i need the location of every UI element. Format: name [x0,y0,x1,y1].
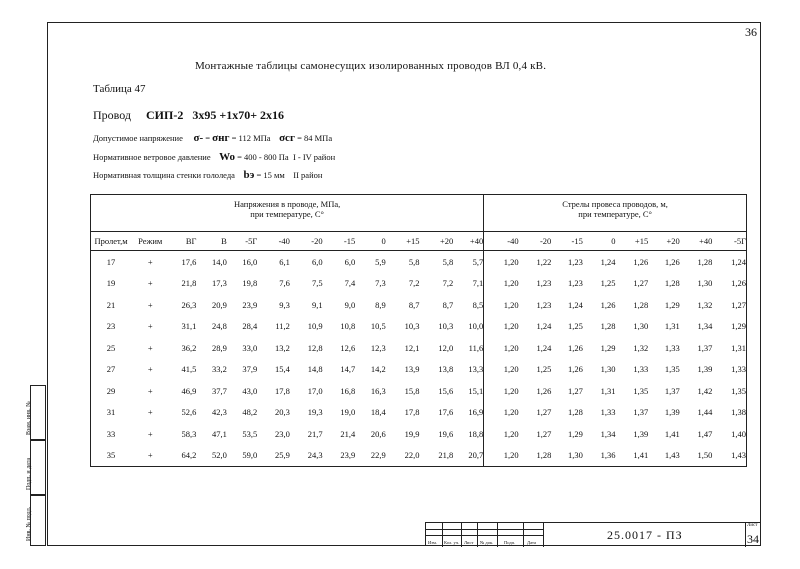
table-cell: 1,24 [536,342,552,353]
table-cell: 1,26 [664,256,680,267]
table-cell: + [147,342,153,353]
table-cell: + [131,445,169,467]
table-cell: 19,9 [404,428,420,439]
sag-group-header: Стрелы провеса проводов, м, при температуре, С° [484,195,747,232]
table-cell: 14,7 [340,364,356,375]
table-cell: 52,6 [181,407,197,418]
column-header: +15 [386,232,420,251]
side-label-inventory: Инв. № подл. [30,495,46,546]
table-cell: 1,33 [664,342,680,353]
table-cell: 17,3 [211,278,227,289]
column-header: +20 [419,232,453,251]
table-cell: 48,2 [242,407,258,418]
table-cell: 8,5 [472,299,484,310]
table-cell: 12,0 [438,342,454,353]
table-cell: 1,31 [664,321,680,332]
column-header: 0 [583,232,616,251]
table-row [91,316,747,338]
table-cell: 26,3 [181,299,197,310]
table-cell: 21,8 [181,278,197,289]
table-cell: 1,30 [600,364,616,375]
table-cell: 1,28 [633,299,649,310]
document-title: Монтажные таблицы самонесущих изолированных проводов ВЛ 0,4 кВ. [195,60,547,72]
param-wind: Нормативное ветровое давление Wo = 400 - 800 Па I - IV район [93,151,336,163]
table-cell: 1,29 [567,428,583,439]
stress-group-header: Напряжения в проводе, МПа, при температуре, С° [91,195,484,232]
table-row [91,402,747,424]
column-header-row [91,232,747,251]
table-cell: 1,35 [712,380,746,402]
table-cell: 8,9 [375,299,386,310]
table-cell: 25 [91,337,132,359]
table-cell: 6,0 [344,256,356,267]
table-cell: 23,0 [275,428,290,439]
table-cell: 1,39 [664,407,680,418]
column-header: +40 [453,232,483,251]
table-cell: 10,0 [468,321,484,332]
table-cell: 1,28 [600,321,616,332]
table-cell: 1,29 [664,299,680,310]
table-cell: 21,8 [419,445,453,467]
table-cell: 1,33 [600,407,616,418]
column-header: ВГ [169,232,196,251]
table-cell: 1,26 [567,342,583,353]
table-cell: + [147,407,153,418]
table-cell: 11,2 [275,321,290,332]
table-cell: 1,20 [484,251,519,273]
column-header: -40 [257,232,290,251]
sheet-label: Лист [747,523,758,528]
title-block [425,522,761,546]
table-cell: 1,32 [633,342,649,353]
table-cell: 1,42 [697,385,713,396]
table-cell: 12,3 [370,342,386,353]
table-cell: 1,28 [697,256,713,267]
table-cell: 1,37 [697,342,713,353]
table-cell: 1,43 [712,445,746,467]
table-cell: 1,20 [484,380,519,402]
table-cell: 1,35 [633,385,649,396]
table-cell: 25,9 [257,445,290,467]
page-number: 36 [745,25,757,39]
table-row [91,294,747,316]
table-cell: 24,8 [211,321,227,332]
wire-spec: 3х95 +1х70+ 2х16 [192,108,285,122]
table-cell: 1,27 [536,407,552,418]
stamp-label-change: Изм. [428,540,437,545]
side-label-replacement: Взам. инв. № [30,385,46,440]
table-cell: 1,37 [664,385,680,396]
table-cell: 58,3 [181,428,197,439]
table-cell: 1,29 [600,342,616,353]
table-cell: 21,4 [340,428,356,439]
table-cell: 15,1 [468,385,484,396]
column-header: -15 [323,232,356,251]
table-cell: 17,6 [438,407,454,418]
table-cell: + [147,299,153,310]
stamp-label-date: Дата [527,540,536,545]
column-header: -5Г [712,232,746,251]
table-cell: 1,40 [712,423,746,445]
table-cell: 10,8 [340,321,356,332]
data-table [90,194,747,467]
table-cell: 18,8 [468,428,484,439]
table-cell: 7,4 [344,278,356,289]
table-cell: 59,0 [227,445,257,467]
table-cell: 1,32 [697,299,713,310]
table-cell: 1,22 [536,256,552,267]
table-cell: 1,27 [536,428,552,439]
table-cell: 1,26 [536,385,552,396]
column-header: Режим [131,232,169,251]
table-cell: 1,47 [697,428,713,439]
table-cell: 23,9 [242,299,258,310]
table-cell: 10,3 [438,321,454,332]
param-stress: Допустимое напряжение σ- = σнг = 112 МПа σсг = 84 МПа [93,132,333,144]
table-cell: 14,2 [370,364,386,375]
table-cell: 36,2 [181,342,197,353]
table-cell: 6,1 [279,256,290,267]
table-cell: 5,8 [408,256,420,267]
table-cell: 1,34 [600,428,616,439]
table-cell: 1,28 [519,445,552,467]
table-cell: 1,50 [680,445,713,467]
table-cell: 1,26 [633,256,649,267]
table-cell: 1,30 [551,445,583,467]
table-cell: 28,4 [242,321,258,332]
table-cell: 1,43 [648,445,680,467]
table-cell: 53,5 [242,428,258,439]
table-cell: 1,33 [633,364,649,375]
table-cell: 16,3 [370,385,386,396]
table-cell: 1,26 [600,299,616,310]
table-cell: 28,9 [211,342,227,353]
column-header: -20 [290,232,323,251]
table-cell: 1,28 [664,278,680,289]
table-cell: 8,7 [408,299,420,310]
table-cell: 1,39 [697,364,713,375]
table-row [91,423,747,445]
table-cell: 20,6 [370,428,386,439]
table-cell: 9,3 [279,299,290,310]
table-cell: 1,31 [712,337,746,359]
table-cell: 1,20 [484,423,519,445]
table-cell: 19,6 [438,428,454,439]
table-cell: + [147,256,153,267]
table-cell: 1,20 [484,337,519,359]
table-cell: 5,7 [472,256,484,267]
table-cell: 1,38 [712,402,746,424]
table-cell: 1,27 [633,278,649,289]
table-row [91,445,747,467]
table-cell: 1,23 [567,256,583,267]
side-label-signature: Подп. и дата [30,440,46,495]
table-cell: 11,6 [468,342,484,353]
table-cell: 18,4 [370,407,386,418]
column-header: -40 [484,232,519,251]
table-cell: 17 [91,251,132,273]
table-cell: 1,20 [484,294,519,316]
wire-type: СИП-2 [146,108,184,122]
column-header: +15 [616,232,649,251]
table-cell: 10,5 [370,321,386,332]
table-cell: 19,3 [307,407,323,418]
table-cell: 1,20 [484,445,519,467]
table-cell: 1,23 [536,278,552,289]
table-cell: 13,2 [275,342,290,353]
table-cell: 7,6 [279,278,290,289]
column-header: -15 [551,232,583,251]
table-cell: 1,39 [633,428,649,439]
stamp-label-count: Кол. уч. [444,540,460,545]
table-cell: 1,33 [712,359,746,381]
table-cell: 7,2 [442,278,454,289]
column-header: Пролет,м [91,232,132,251]
table-cell: 7,2 [408,278,420,289]
column-header: +20 [648,232,680,251]
table-cell: 19 [91,273,132,295]
table-cell: 19,0 [340,407,356,418]
table-cell: 33,0 [242,342,258,353]
table-cell: 31,1 [181,321,197,332]
table-cell: 1,20 [484,316,519,338]
table-row [91,251,747,273]
table-row [91,359,747,381]
table-cell: + [147,385,153,396]
table-cell: 22,0 [386,445,420,467]
table-cell: 24,3 [290,445,323,467]
group-header-row [91,195,747,232]
stamp-label-docnum: № док. [480,540,494,545]
table-cell: 27 [91,359,132,381]
table-cell: 1,26 [712,273,746,295]
table-cell: 43,0 [242,385,258,396]
table-label: Таблица 47 [93,83,146,95]
column-header: +40 [680,232,713,251]
table-cell: 1,34 [697,321,713,332]
table-cell: 1,23 [536,299,552,310]
table-cell: 12,1 [404,342,420,353]
table-cell: 42,3 [211,407,227,418]
table-cell: 14,8 [307,364,323,375]
table-cell: 5,9 [375,256,386,267]
table-cell: 1,27 [567,385,583,396]
table-cell: 15,8 [404,385,420,396]
column-header: В [196,232,226,251]
table-cell: 8,7 [442,299,454,310]
table-cell: 1,44 [697,407,713,418]
table-cell: 1,35 [664,364,680,375]
table-cell: 20,3 [275,407,290,418]
table-cell: 16,0 [242,256,258,267]
table-cell: 31 [91,402,132,424]
column-header: -5Г [227,232,257,251]
table-cell: 37,9 [242,364,258,375]
table-cell: 7,1 [472,278,484,289]
table-cell: 35 [91,445,132,467]
table-cell: 29 [91,380,132,402]
table-cell: + [147,428,153,439]
table-cell: 1,37 [633,407,649,418]
table-cell: 22,9 [355,445,385,467]
table-cell: 52,0 [196,445,226,467]
table-cell: 1,20 [484,402,519,424]
table-cell: 16,8 [340,385,356,396]
table-cell: 46,9 [181,385,197,396]
table-cell: 19,8 [242,278,258,289]
table-cell: 13,3 [468,364,484,375]
table-cell: 7,5 [311,278,323,289]
table-cell: 20,9 [211,299,227,310]
table-row [91,380,747,402]
table-cell: 6,0 [311,256,323,267]
table-cell: 23,9 [323,445,356,467]
table-cell: 21 [91,294,132,316]
table-cell: 1,26 [567,364,583,375]
table-cell: + [147,321,153,332]
table-cell: 1,25 [600,278,616,289]
table-cell: 9,1 [311,299,323,310]
table-cell: 21,7 [307,428,323,439]
table-cell: 15,6 [438,385,454,396]
table-cell: 1,28 [567,407,583,418]
wire-label: Провод [93,108,132,122]
table-cell: 13,9 [404,364,420,375]
table-cell: 1,25 [536,364,552,375]
table-cell: 1,24 [567,299,583,310]
table-cell: 5,8 [442,256,454,267]
table-cell: 33 [91,423,132,445]
table-row [91,337,747,359]
table-cell: 12,6 [340,342,356,353]
table-cell: 1,27 [712,294,746,316]
param-ice: Нормативная толщина стенки гололеда bэ = 15 мм II район [93,169,323,181]
sheet-number: 34 [747,532,759,546]
table-cell: 64,2 [169,445,196,467]
table-cell: 20,7 [453,445,483,467]
table-cell: 1,23 [567,278,583,289]
table-cell: 41,5 [181,364,197,375]
table-cell: 37,7 [211,385,227,396]
table-cell: 1,24 [536,321,552,332]
table-cell: 1,36 [583,445,616,467]
table-cell: 15,4 [275,364,290,375]
table-cell: 16,9 [468,407,484,418]
table-cell: 17,6 [181,256,197,267]
stamp-label-sign: Подп. [504,540,516,545]
table-cell: 1,31 [600,385,616,396]
wire-line [93,108,284,123]
table-cell: 17,8 [275,385,290,396]
table-cell: 1,25 [567,321,583,332]
stamp-label-sheet: Лист [464,540,474,545]
table-cell: 1,24 [600,256,616,267]
table-cell: 17,0 [307,385,323,396]
column-header: 0 [355,232,385,251]
table-cell: + [147,278,153,289]
table-cell: 9,0 [344,299,356,310]
table-cell: 1,41 [664,428,680,439]
table-cell: 1,29 [712,316,746,338]
table-cell: 33,2 [211,364,227,375]
table-cell: + [147,364,153,375]
table-cell: 1,24 [712,251,746,273]
table-cell: 10,3 [404,321,420,332]
table-cell: 1,20 [484,273,519,295]
table-cell: 12,8 [307,342,323,353]
table-cell: 1,20 [484,359,519,381]
table-cell: 1,30 [633,321,649,332]
table-cell: 1,30 [697,278,713,289]
table-cell: 47,1 [211,428,227,439]
table-cell: 10,9 [307,321,323,332]
table-cell: 23 [91,316,132,338]
table-row [91,273,747,295]
table-cell: 1,41 [616,445,649,467]
table-cell: 17,8 [404,407,420,418]
table-cell: 14,0 [211,256,227,267]
document-code: 25.0017 - ПЗ [607,528,683,542]
table-cell: 13,8 [438,364,454,375]
table-cell: 7,3 [375,278,386,289]
column-header: -20 [519,232,552,251]
